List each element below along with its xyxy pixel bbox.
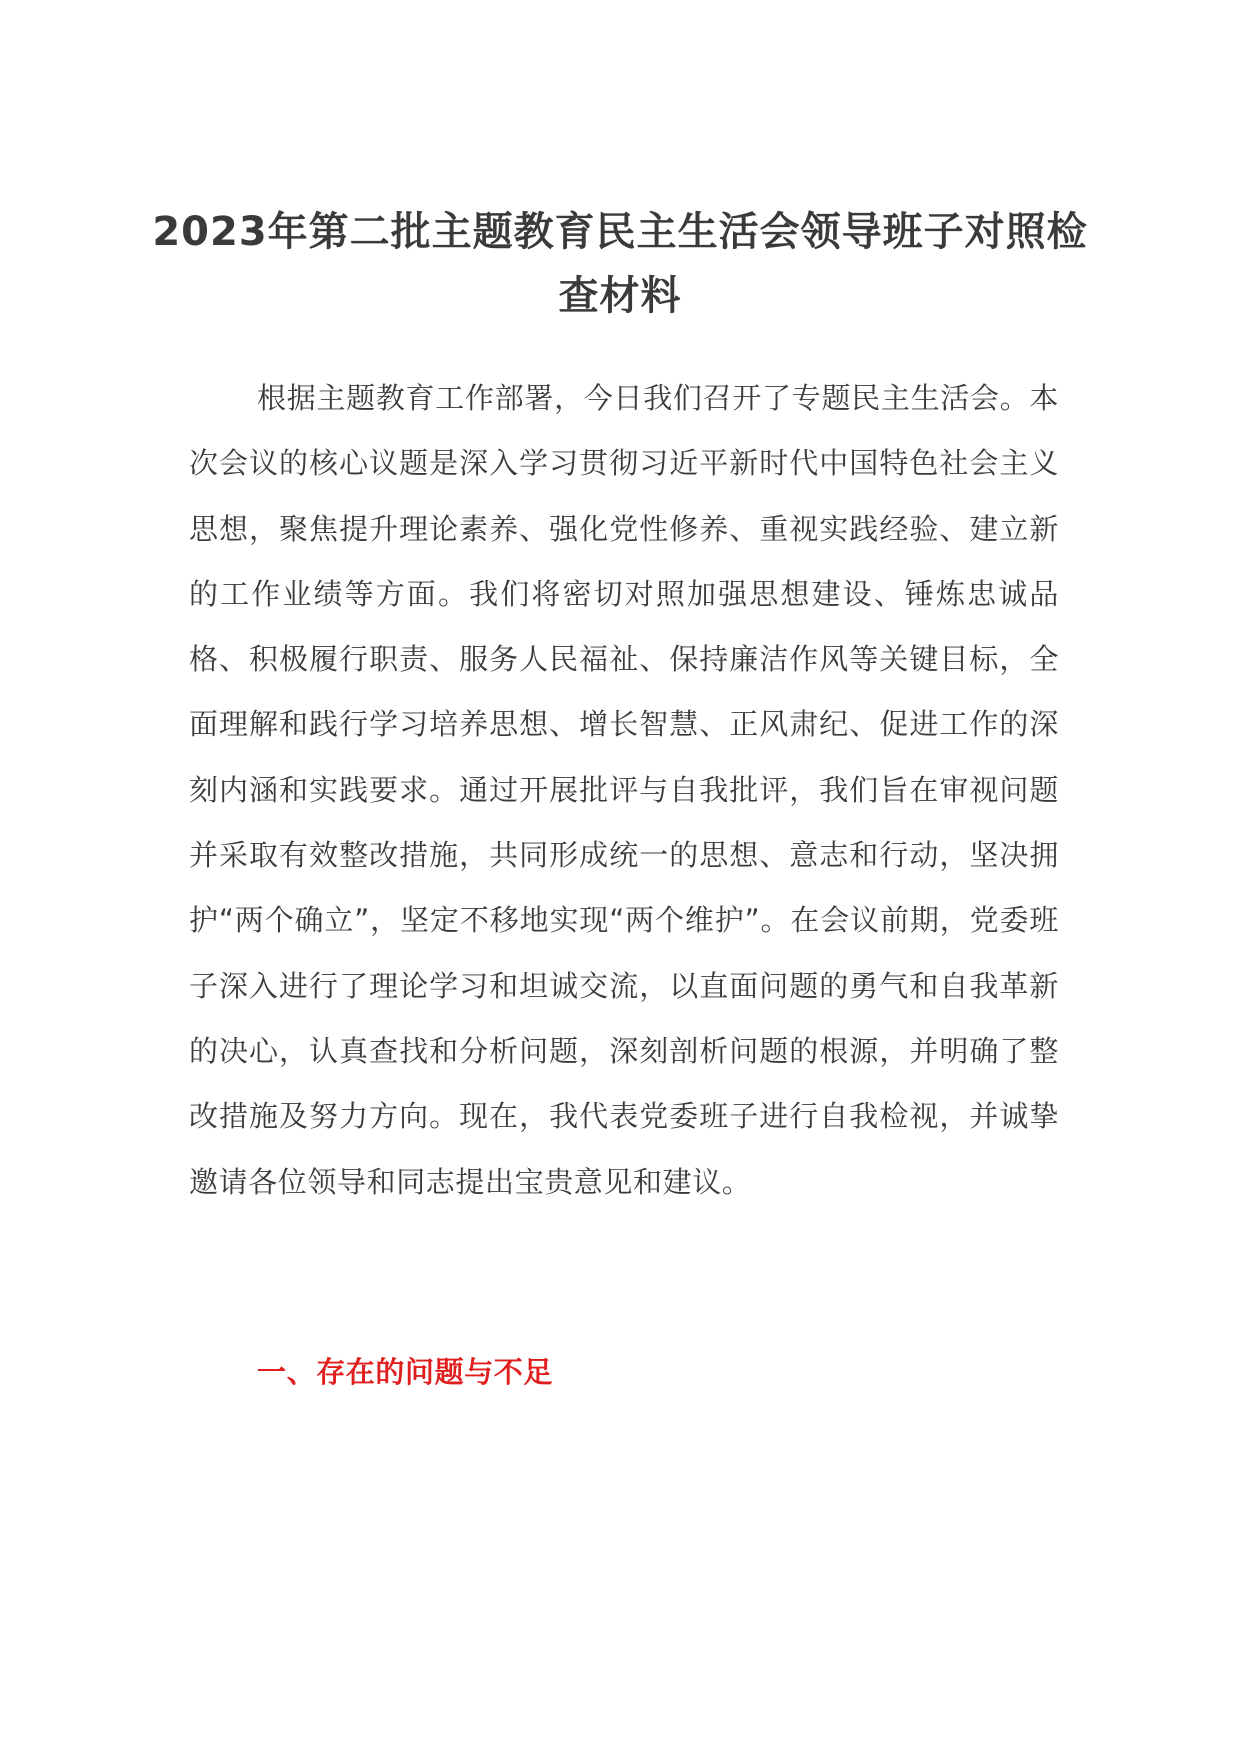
document-title: 2023年第二批主题教育民主生活会领导班子对照检查材料	[152, 209, 1088, 319]
section-heading-problems: 一、存在的问题与不足	[257, 1355, 554, 1389]
intro-paragraph: 根据主题教育工作部署，今日我们召开了专题民主生活会。本次会议的核心议题是深入学习贯彻习近平新时代中国特色社会主义思想，聚焦提升理论素养、强化党性修养、重视实践经验、建立新的工作业绩等方面。我们将密切对照加强思想建设、锤炼忠诚品格、积极履行职责、服务人民福祉、保持廉洁作风等关键目标，全面理解和践行学习培养思想、增长智慧、正风肃纪、促进工作的深刻内涵和实践要求。通过开展批评与自我批评，我们旨在审视问题并采取有效整改措施，共同形成统一的思想、意志和行动，坚决拥护“两个确立”，坚定不移地实现“两个维护”。在会议前期，党委班子深入进行了理论学习和坦诚交流，以直面问题的勇气和自我革新的决心，认真查找和分析问题，深刻剖析问题的根源，并明确了整改措施及努力方向。现在，我代表党委班子进行自我检视，并诚挚邀请各位领导和同志提出宝贵意见和建议。	[189, 381, 1059, 1199]
